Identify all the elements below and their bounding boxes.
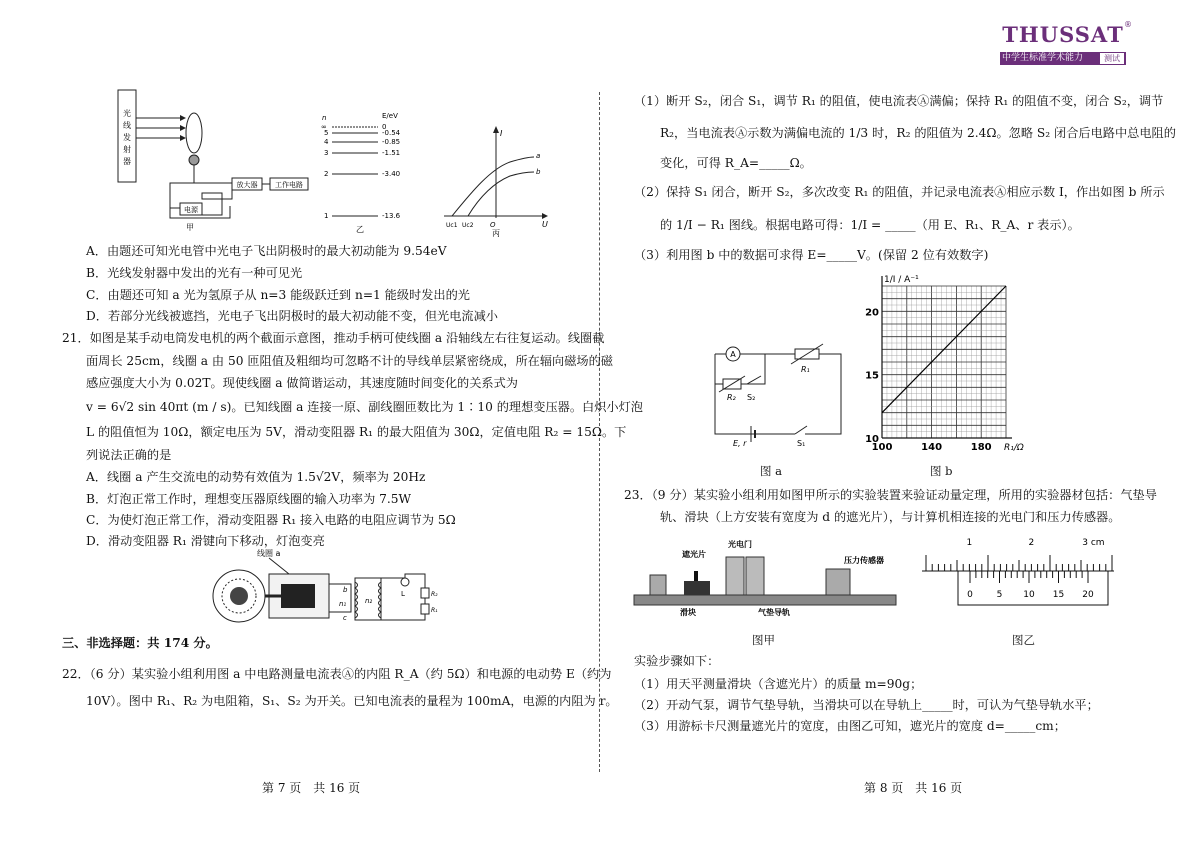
q21-line-1: 21．如图是某手动电筒发电机的两个截面示意图，推动手柄可使线圈 a 沿轴线左右往复运动。线圈截 [62, 331, 605, 345]
shade-label: 遮光片 [682, 550, 706, 559]
svg-text:线: 线 [123, 121, 131, 130]
level-2: 2 [324, 170, 329, 178]
q21-option-b: B．灯泡正常工作时，理想变压器原线圈的输入功率为 7.5W [86, 492, 412, 506]
q21-line-6: 列说法正确的是 [86, 448, 172, 462]
q20-option-d: D．若部分光线被遮挡，光电子飞出阴极时的最大初动能不变，但光电流减小 [86, 309, 498, 323]
logo-subtitle: 中学生标准学术能力 [1002, 53, 1084, 63]
caption-bing: 丙 [492, 229, 500, 238]
q23-step-3: （3）用游标卡尺测量遮光片的宽度，由图乙可知，遮光片的宽度 d=_____cm； [634, 719, 1066, 733]
q20-option-c: C．由题还可知 a 光为氢原子从 n=3 能级跃迁到 n=1 能级时发出的光 [86, 288, 470, 302]
curve-a-label: a [536, 152, 541, 160]
figure-21-generator-transformer [205, 548, 445, 630]
logo-tag: 测试 [1100, 53, 1124, 64]
vernier-label: 0 [967, 590, 973, 600]
level-3: 3 [324, 149, 329, 157]
q22-step-1-line-2: R₂，当电流表Ⓐ示数为满偏电流的 1/3 时，R₂ 的阻值为 2.4Ω。忽略 S₂ 闭合后电路中总电阻的 [660, 126, 1176, 140]
curve-b-label: b [536, 168, 541, 176]
resistor-R1: R₁ [431, 607, 438, 614]
q22-line-1: 22．（6 分）某实验小组利用图 a 中电路测量电流表Ⓐ的内阻 R_A（约 5Ω）和电源的电动势 E（约为 [62, 667, 612, 681]
y-axis-label: 1/I / A⁻¹ [884, 275, 919, 285]
label-Uc1: Uc1 [446, 222, 458, 229]
energy-2: -3.40 [382, 170, 401, 178]
work-circuit-label: 工作电路 [275, 181, 303, 189]
level-infinity: ∞ [321, 123, 327, 131]
q23-line-2: 轨、滑块（上方安装有宽度为 d 的遮光片），与计算机相连接的光电门和压力传感器。 [660, 510, 1121, 524]
main-scale-label: 1 [966, 538, 973, 548]
energy-4: -0.85 [382, 138, 401, 146]
terminal-c: c [343, 614, 347, 622]
q22-step-2-line-2: 的 1/I − R₁ 图线。根据电路可得：1/I = _____（用 E、R₁、R_A、r 表示）。 [660, 218, 1080, 232]
q21-option-a: A．线圈 a 产生交流电的动势有效值为 1.5√2V，频率为 20Hz [86, 470, 426, 484]
amplifier-label: 放大器 [236, 181, 258, 189]
x-tick-label: 100 [871, 442, 893, 453]
q21-option-d: D．滑动变阻器 R₁ 滑键向下移动，灯泡变亮 [86, 534, 325, 548]
vernier-label: 5 [996, 590, 1003, 600]
caption-jia: 甲 [186, 223, 194, 232]
resistor-R2-label: R₂ [727, 393, 736, 402]
energy-0: 0 [382, 123, 387, 131]
q22-step-2-line-1: （2）保持 S₁ 闭合，断开 S₂，多次改变 R₁ 的阻值，并记录电流表Ⓐ相应示数 I，作出如图 b 所示 [634, 185, 1165, 199]
q23-line-1: 23．（9 分）某实验小组利用如图甲所示的实验装置来验证动量定理，所用的实验器材包括：气垫导 [624, 488, 1157, 502]
vernier-label: 15 [1052, 590, 1065, 600]
q20-option-b: B．光线发射器中发出的光有一种可见光 [86, 266, 303, 280]
q22-step-1-line-3: 变化，可得 R_A=_____Ω。 [660, 156, 812, 170]
figure-yi-vernier-caliper [918, 535, 1118, 615]
primary-n1: n₁ [339, 600, 347, 608]
main-scale-label: 3 cm [1082, 538, 1105, 548]
resistor-R1-label: R₁ [801, 365, 810, 374]
energy-unit: E/eV [382, 112, 398, 120]
vernier-label: 10 [1023, 590, 1035, 600]
section-3-heading: 三、非选择题：共 174 分。 [62, 636, 218, 650]
n-label: n [322, 114, 327, 122]
x-axis-label: R₁/Ω [1004, 443, 1024, 453]
figure-b-caption: 图 b [930, 464, 953, 478]
source-Er-label: E, r [733, 439, 747, 448]
level-4: 4 [324, 138, 329, 146]
label-Uc2: Uc2 [462, 222, 474, 229]
q21-line-3: 感应强度大小为 0.02T。现使线圈 a 做简谐运动，其速度随时间变化的关系式为 [86, 376, 518, 390]
caption-yi: 乙 [356, 225, 364, 234]
figure-bing-iu-graph [440, 124, 550, 238]
switch-S1-label: S₁ [797, 439, 806, 448]
emitter-label: 光 [123, 109, 131, 118]
ammeter-icon: A [730, 350, 736, 359]
energy-1: -13.6 [382, 212, 401, 220]
vernier-label: 20 [1082, 590, 1094, 600]
energy-5: -0.54 [382, 129, 401, 137]
q22-step-3: （3）利用图 b 中的数据可求得 E=_____V。(保留 2 位有效数字) [634, 248, 989, 262]
thussat-logo [1000, 22, 1130, 68]
logo-registered-mark: ® [1124, 20, 1132, 29]
q23-steps-intro: 实验步骤如下： [634, 654, 720, 668]
q21-line-5: L 的阻值恒为 10Ω，额定电压为 5V，滑动变阻器 R₁ 的最大阻值为 30Ω，定值电阻 R₂ = 15Ω。下 [86, 425, 627, 439]
y-tick-label: 20 [865, 307, 879, 319]
gate-label: 光电门 [728, 540, 752, 549]
y-tick-label: 15 [865, 370, 879, 382]
resistor-R2: R₂ [431, 591, 438, 598]
x-tick-label: 140 [921, 442, 943, 453]
secondary-n2: n₂ [365, 597, 373, 605]
main-scale-label: 2 [1028, 538, 1035, 548]
coil-a-label: 线圈 a [257, 549, 281, 558]
q22-step-1-line-1: （1）断开 S₂，闭合 S₁，调节 R₁ 的阻值，使电流表Ⓐ满偏；保持 R₁ 的阻值不变，闭合 S₂，调节 [634, 94, 1164, 108]
figure-a-circuit [705, 340, 855, 450]
origin-O: O [490, 221, 496, 229]
figure-jia-phototube-circuit [110, 88, 340, 238]
track-label: 气垫导轨 [758, 608, 790, 617]
power-label: 电源 [184, 206, 198, 214]
y-tick-label: 10 [865, 434, 879, 445]
level-1: 1 [324, 212, 329, 220]
axis-U: U [542, 220, 548, 229]
figure-a-caption: 图 a [760, 464, 783, 478]
q23-step-1: （1）用天平测量滑块（含遮光片）的质量 m=90g； [634, 677, 923, 691]
figure-b-chart [860, 266, 1030, 458]
sensor-label: 压力传感器 [844, 556, 884, 565]
q23-step-2: （2）开动气泵，调节气垫导轨，当滑块可以在导轨上_____时，可认为气垫导轨水平； [634, 698, 1099, 712]
axis-I: I [500, 129, 503, 138]
footer-left-page-number: 第 7 页 共 16 页 [262, 781, 361, 795]
figure-yi-energy-levels [318, 110, 418, 240]
terminal-b: b [343, 586, 348, 594]
switch-S2-label: S₂ [747, 393, 756, 402]
q21-line-4: v = 6√2 sin 40πt (m / s)。已知线圈 a 连接一原、副线圈匝数比为 1∶10 的理想变压器。白炽小灯泡 [86, 400, 643, 414]
energy-3: -1.51 [382, 149, 401, 157]
figure-jia-air-track [630, 535, 900, 619]
q22-line-2: 10V）。图中 R₁、R₂ 为电阻箱，S₁、S₂ 为开关。已知电流表的量程为 100mA，电源的内阻为 r。 [86, 694, 618, 708]
logo-text: THUSSAT [1002, 22, 1124, 47]
q21-option-c: C．为使灯泡正常工作，滑动变阻器 R₁ 接入电路的电阻应调节为 5Ω [86, 513, 456, 527]
svg-text:器: 器 [123, 157, 131, 166]
footer-right-page-number: 第 8 页 共 16 页 [864, 781, 963, 795]
q20-option-a: A．由题还可知光电管中光电子飞出阴极时的最大初动能为 9.54eV [86, 244, 447, 258]
level-5: 5 [324, 129, 329, 137]
svg-text:发: 发 [123, 133, 131, 142]
figure-yi-caption: 图乙 [1012, 633, 1035, 647]
q21-line-2: 面周长 25cm，线圈 a 由 50 匝阻值及粗细均可忽略不计的导线单层紧密绕成，所在辐向磁场的磁 [86, 354, 613, 368]
svg-text:射: 射 [123, 145, 131, 154]
lamp-L: L [401, 590, 405, 598]
figure-jia-caption: 图甲 [752, 633, 775, 647]
slider-label: 滑块 [680, 608, 696, 617]
x-tick-label: 180 [970, 442, 992, 453]
